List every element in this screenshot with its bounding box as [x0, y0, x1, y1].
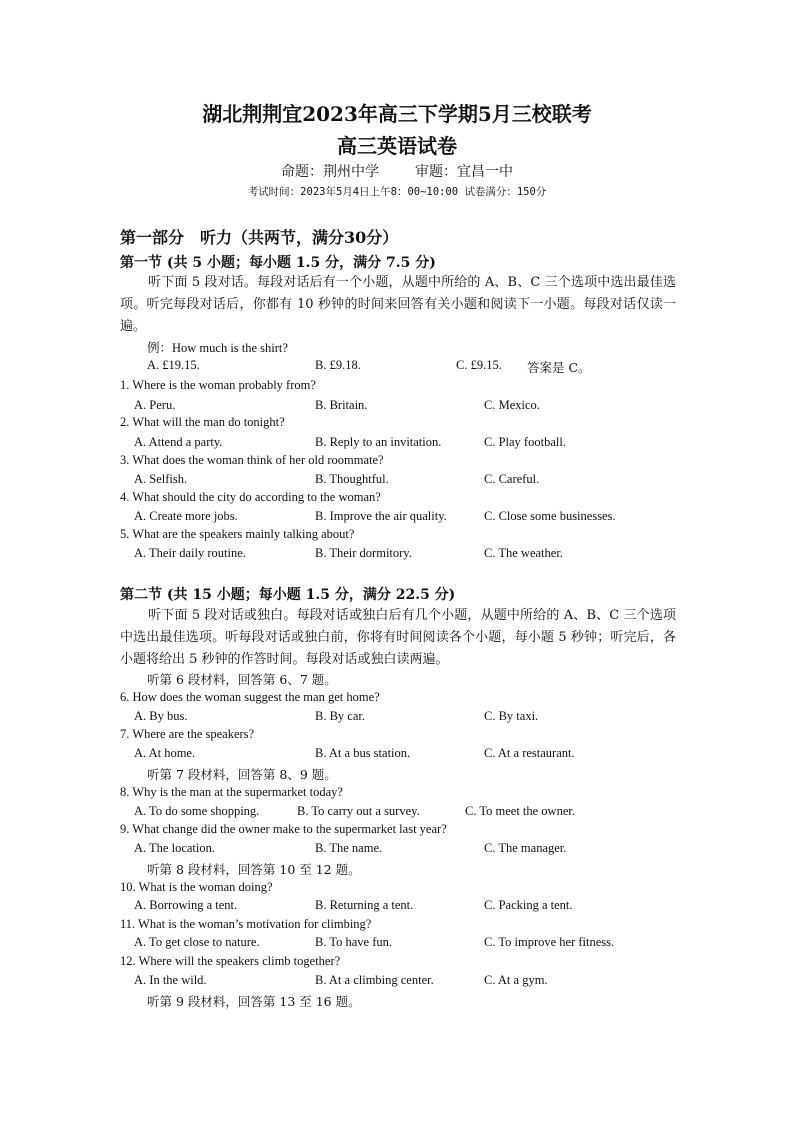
q3-option-c: C. Careful. — [484, 472, 540, 486]
listen-material-7: 听第 7 段材料，回答第 8、9 题。 — [147, 767, 337, 782]
question-10: 10. What is the woman doing? — [120, 880, 273, 894]
setter-text: 命题：荆州中学 — [281, 164, 379, 180]
q9-option-c: C. The manager. — [484, 841, 567, 855]
question-5: 5. What are the speakers mainly talking about? — [120, 527, 355, 541]
q1-option-a: A. Peru. — [134, 398, 176, 412]
question-6: 6. How does the woman suggest the man get home? — [120, 690, 380, 704]
q10-option-b: B. Returning a tent. — [315, 898, 414, 912]
q12-option-c: C. At a gym. — [484, 973, 548, 987]
question-7: 7. Where are the speakers? — [120, 727, 255, 741]
q5-option-a: A. Their daily routine. — [134, 546, 246, 560]
exam-subtitle: 高三英语试卷 — [337, 134, 457, 158]
q12-option-b: B. At a climbing center. — [315, 973, 434, 987]
example-option-b: B. £9.18. — [315, 358, 361, 372]
question-9: 9. What change did the owner make to the supermarket last year? — [120, 822, 447, 836]
q6-option-a: A. By bus. — [134, 709, 188, 723]
q8-option-c: C. To meet the owner. — [465, 804, 575, 818]
section2-title: 第二节 (共 15 小题；每小题 1.5 分，满分 22.5 分) — [120, 587, 456, 603]
q7-option-b: B. At a bus station. — [315, 746, 411, 760]
q4-option-c: C. Close some businesses. — [484, 509, 616, 523]
q4-option-b: B. Improve the air quality. — [315, 509, 447, 523]
section2-instructions: 听下面 5 段对话或独白。每段对话或独白后有几个小题，从题中所给的 A、B、C 三个选项中选出最佳选项。听每段对话或独白前，你将有时间阅读各个小题，每小题 5 秒钟；听完后，各小题将给出 5 秒钟的作答时间。每段对话或独白读两遍。 — [120, 608, 676, 667]
question-12: 12. Where will the speakers climb together? — [120, 954, 341, 968]
q2-option-b: B. Reply to an invitation. — [315, 435, 442, 449]
q1-option-b: B. Britain. — [315, 398, 368, 412]
q6-option-c: C. By taxi. — [484, 709, 539, 723]
q3-option-b: B. Thoughtful. — [315, 472, 389, 486]
question-3: 3. What does the woman think of her old roommate? — [120, 453, 384, 467]
q8-option-b: B. To carry out a survey. — [297, 804, 420, 818]
q11-option-a: A. To get close to nature. — [134, 935, 260, 949]
q2-option-a: A. Attend a party. — [134, 435, 223, 449]
q7-option-a: A. At home. — [134, 746, 196, 760]
exam-title: 湖北荆荆宜2023年高三下学期5月三校联考 — [202, 102, 592, 126]
q3-option-a: A. Selfish. — [134, 472, 188, 486]
reviewer-text: 审题：宜昌一中 — [415, 164, 513, 180]
section1-title: 第一节 (共 5 小题；每小题 1.5 分，满分 7.5 分) — [120, 255, 436, 271]
listen-material-8: 听第 8 段材料，回答第 10 至 12 题。 — [147, 862, 361, 877]
example-answer: 答案是 C。 — [527, 360, 591, 375]
q6-option-b: B. By car. — [315, 709, 365, 723]
q8-option-a: A. To do some shopping. — [134, 804, 260, 818]
q7-option-c: C. At a restaurant. — [484, 746, 575, 760]
question-1: 1. Where is the woman probably from? — [120, 378, 316, 392]
listen-material-9: 听第 9 段材料，回答第 13 至 16 题。 — [147, 994, 361, 1009]
q9-option-a: A. The location. — [134, 841, 215, 855]
q4-option-a: A. Create more jobs. — [134, 509, 238, 523]
question-11: 11. What is the woman’s motivation for climbing? — [120, 917, 372, 931]
exam-info: 考试时间：2023年5月4日上午8：00~10:00 试卷满分：150分 — [247, 186, 547, 198]
q12-option-a: A. In the wild. — [134, 973, 207, 987]
q11-option-b: B. To have fun. — [315, 935, 393, 949]
part1-title: 第一部分 听力（共两节，满分30分） — [120, 228, 399, 247]
q1-option-c: C. Mexico. — [484, 398, 540, 412]
listen-material-6: 听第 6 段材料，回答第 6、7 题。 — [147, 672, 337, 687]
section1-instructions: 听下面 5 段对话。每段对话后有一个小题，从题中所给的 A、B、C 三个选项中选出最佳选项。听完每段对话后，你都有 10 秒钟的时间来回答有关小题和阅读下一小题。每段对话仅读一遍。 — [120, 275, 676, 334]
q10-option-c: C. Packing a tent. — [484, 898, 573, 912]
example-option-c: C. £9.15. — [456, 358, 502, 372]
example-question: 例：How much is the shirt? — [147, 341, 288, 355]
q5-option-c: C. The weather. — [484, 546, 563, 560]
q2-option-c: C. Play football. — [484, 435, 566, 449]
q9-option-b: B. The name. — [315, 841, 383, 855]
q10-option-a: A. Borrowing a tent. — [134, 898, 238, 912]
q5-option-b: B. Their dormitory. — [315, 546, 412, 560]
question-2: 2. What will the man do tonight? — [120, 415, 285, 429]
question-8: 8. Why is the man at the supermarket today? — [120, 785, 343, 799]
question-4: 4. What should the city do according to the woman? — [120, 490, 381, 504]
example-option-a: A. £19.15. — [147, 358, 200, 372]
q11-option-c: C. To improve her fitness. — [484, 935, 615, 949]
authors-line — [0, 161, 794, 181]
